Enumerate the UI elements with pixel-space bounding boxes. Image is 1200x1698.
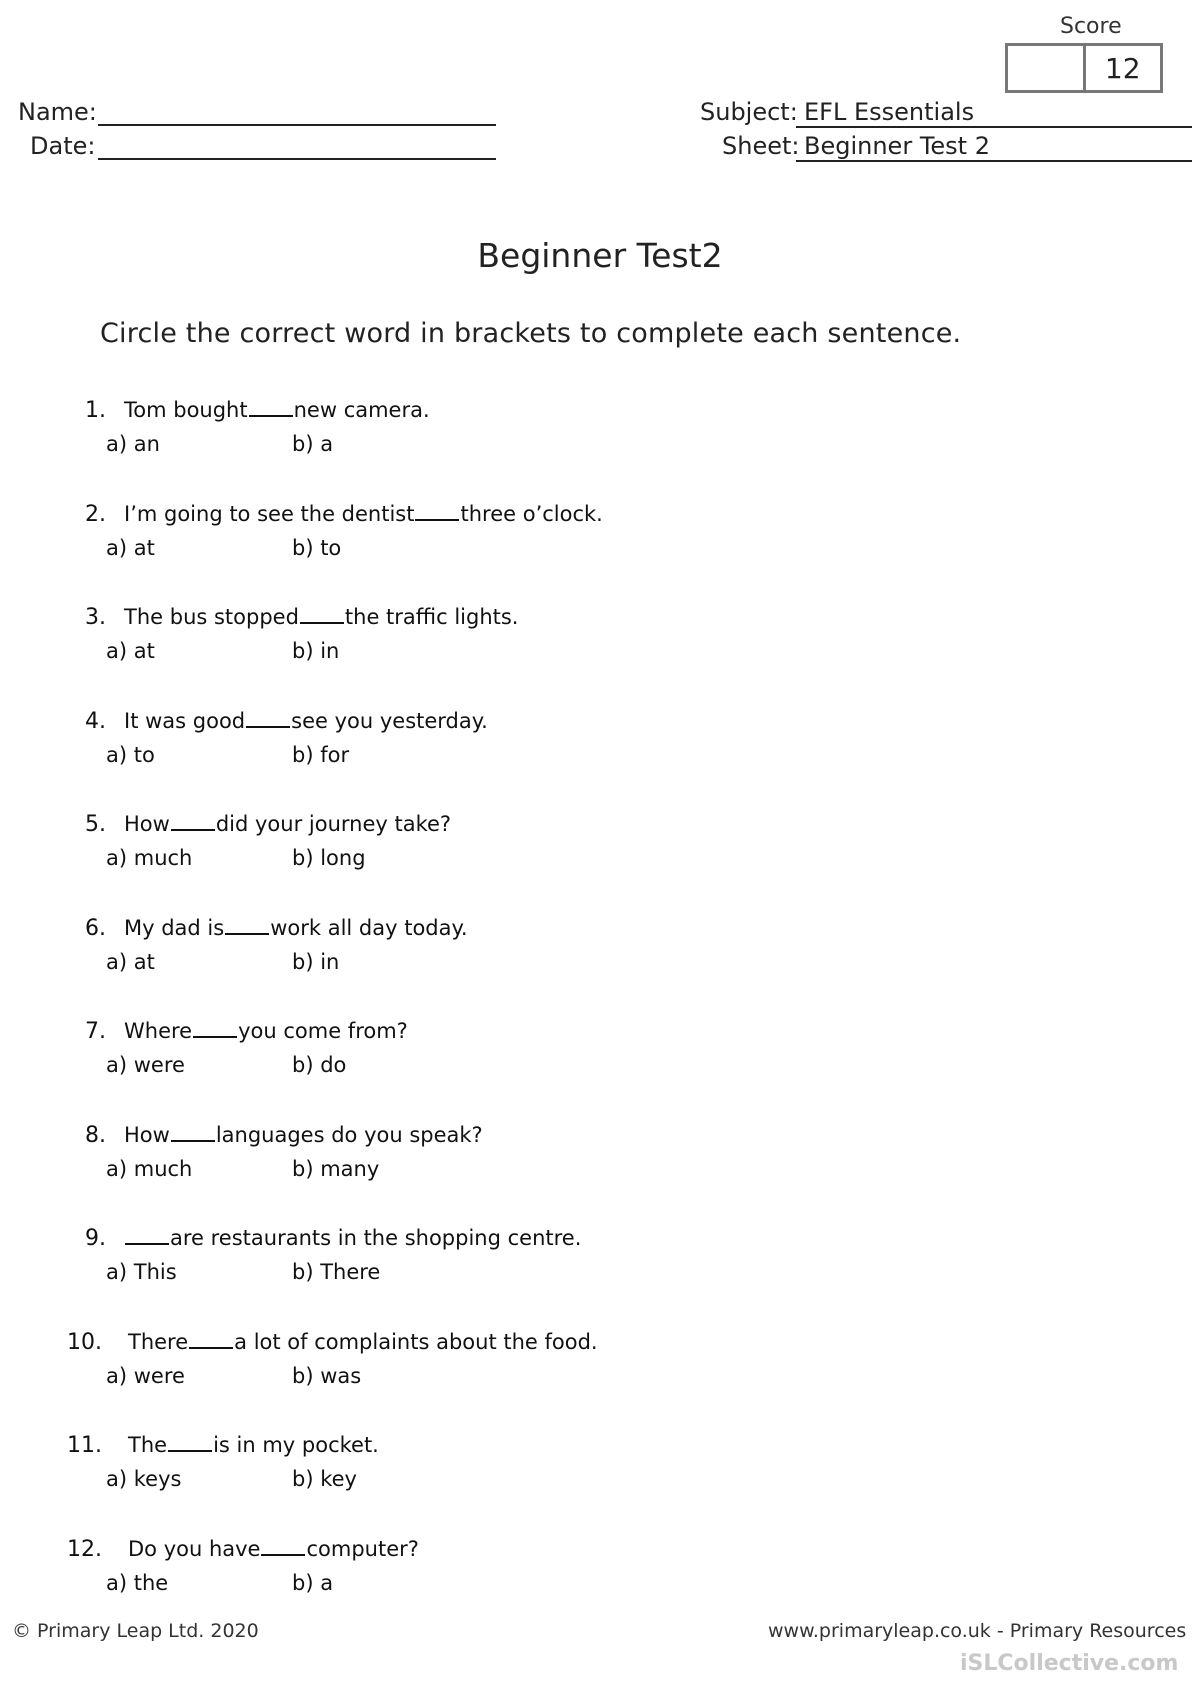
answer-blank[interactable] [249, 399, 293, 417]
question-text-after: a lot of complaints about the food. [234, 1330, 598, 1354]
footer-copyright: © Primary Leap Ltd. 2020 [12, 1620, 259, 1642]
question-text [124, 709, 488, 733]
question-text [124, 605, 518, 629]
answer-blank[interactable] [415, 503, 459, 521]
option-b[interactable]: b) for [292, 743, 350, 767]
name-label: Name: [18, 98, 97, 126]
question-text-before: My dad is [124, 916, 225, 940]
option-a[interactable]: a) to [106, 743, 155, 767]
option-a[interactable]: a) at [106, 639, 155, 663]
option-b[interactable]: b) long [292, 846, 366, 870]
question-text-before: There [128, 1330, 189, 1354]
question-text-before: Tom bought [124, 398, 248, 422]
option-b[interactable]: b) do [292, 1053, 347, 1077]
option-a[interactable]: a) the [106, 1571, 169, 1595]
score-label: Score [1060, 14, 1122, 39]
question-text-before: How [124, 812, 170, 836]
score-right-cell: 12 [1083, 46, 1161, 90]
question-text [128, 1433, 379, 1457]
question-text [124, 502, 603, 526]
question-text [124, 1019, 408, 1043]
option-a[interactable]: a) keys [106, 1467, 182, 1491]
option-a[interactable]: a) an [106, 432, 160, 456]
date-label: Date: [30, 132, 96, 160]
date-field[interactable] [98, 158, 496, 160]
question-text [128, 1537, 419, 1561]
answer-blank[interactable] [125, 1227, 169, 1245]
watermark-logo: iSLCollective.com [960, 1651, 1179, 1676]
question-text-after: is in my pocket. [213, 1433, 379, 1457]
subject-value: EFL Essentials [804, 98, 975, 126]
option-a[interactable]: a) much [106, 846, 193, 870]
question-number: 4. [85, 709, 106, 734]
question-text-before: The bus stopped [124, 605, 299, 629]
sheet-value: Beginner Test 2 [804, 132, 990, 160]
question-text [124, 1123, 483, 1147]
question-text-after: you come from? [238, 1019, 408, 1043]
option-a[interactable]: a) much [106, 1157, 193, 1181]
question-number: 10. [67, 1330, 102, 1355]
option-b[interactable]: b) There [292, 1260, 381, 1284]
answer-blank[interactable] [168, 1434, 212, 1452]
option-b[interactable]: b) key [292, 1467, 357, 1491]
answer-blank[interactable] [261, 1538, 305, 1556]
option-a[interactable]: a) at [106, 950, 155, 974]
instructions: Circle the correct word in brackets to complete each sentence. [100, 318, 962, 349]
option-b[interactable]: b) to [292, 536, 342, 560]
question-text-before: It was good [124, 709, 246, 733]
answer-blank[interactable] [246, 710, 290, 728]
question-text-before: I’m going to see the dentist [124, 502, 415, 526]
question-text [124, 1226, 581, 1250]
question-text [124, 916, 468, 940]
question-number: 2. [85, 502, 106, 527]
question-number: 7. [85, 1019, 106, 1044]
question-text-before: The [128, 1433, 168, 1457]
question-text [124, 398, 430, 422]
subject-label: Subject: [700, 98, 798, 126]
question-text-after: languages do you speak? [215, 1123, 483, 1147]
option-b[interactable]: b) many [292, 1157, 380, 1181]
question-text-after: see you yesterday. [291, 709, 488, 733]
option-b[interactable]: b) in [292, 639, 340, 663]
score-box [1005, 43, 1163, 93]
question-text-after: work all day today. [270, 916, 468, 940]
option-b[interactable]: b) a [292, 1571, 334, 1595]
question-number: 5. [85, 812, 106, 837]
question-number: 8. [85, 1123, 106, 1148]
question-text-after: new camera. [293, 398, 430, 422]
question-text [128, 1330, 598, 1354]
question-number: 9. [85, 1226, 106, 1251]
question-text-before: How [124, 1123, 170, 1147]
question-number: 12. [67, 1537, 102, 1562]
option-b[interactable]: b) in [292, 950, 340, 974]
answer-blank[interactable] [171, 813, 215, 831]
answer-blank[interactable] [189, 1331, 233, 1349]
subject-line [796, 126, 1192, 128]
answer-blank[interactable] [225, 917, 269, 935]
question-number: 6. [85, 916, 106, 941]
option-b[interactable]: b) a [292, 432, 334, 456]
answer-blank[interactable] [300, 606, 344, 624]
question-text [124, 812, 451, 836]
sheet-label: Sheet: [722, 132, 800, 160]
question-number: 11. [67, 1433, 102, 1458]
question-text-before: Do you have [128, 1537, 261, 1561]
option-a[interactable]: a) were [106, 1364, 185, 1388]
question-text-after: the traffic lights. [344, 605, 519, 629]
page-title: Beginner Test2 [477, 236, 723, 275]
question-text-after: three o’clock. [460, 502, 603, 526]
option-a[interactable]: a) at [106, 536, 155, 560]
question-text-after: are restaurants in the shopping centre. [170, 1226, 582, 1250]
option-a[interactable]: a) were [106, 1053, 185, 1077]
answer-blank[interactable] [193, 1020, 237, 1038]
score-left-cell[interactable] [1008, 46, 1083, 90]
name-field[interactable] [98, 124, 496, 126]
question-number: 1. [85, 398, 106, 423]
footer-website: www.primaryleap.co.uk - Primary Resources [768, 1620, 1187, 1642]
answer-blank[interactable] [171, 1124, 215, 1142]
question-number: 3. [85, 605, 106, 630]
question-text-before: Where [124, 1019, 193, 1043]
question-text-after: computer? [306, 1537, 419, 1561]
option-a[interactable]: a) This [106, 1260, 177, 1284]
question-text-after: did your journey take? [215, 812, 452, 836]
sheet-line [796, 160, 1192, 162]
option-b[interactable]: b) was [292, 1364, 362, 1388]
